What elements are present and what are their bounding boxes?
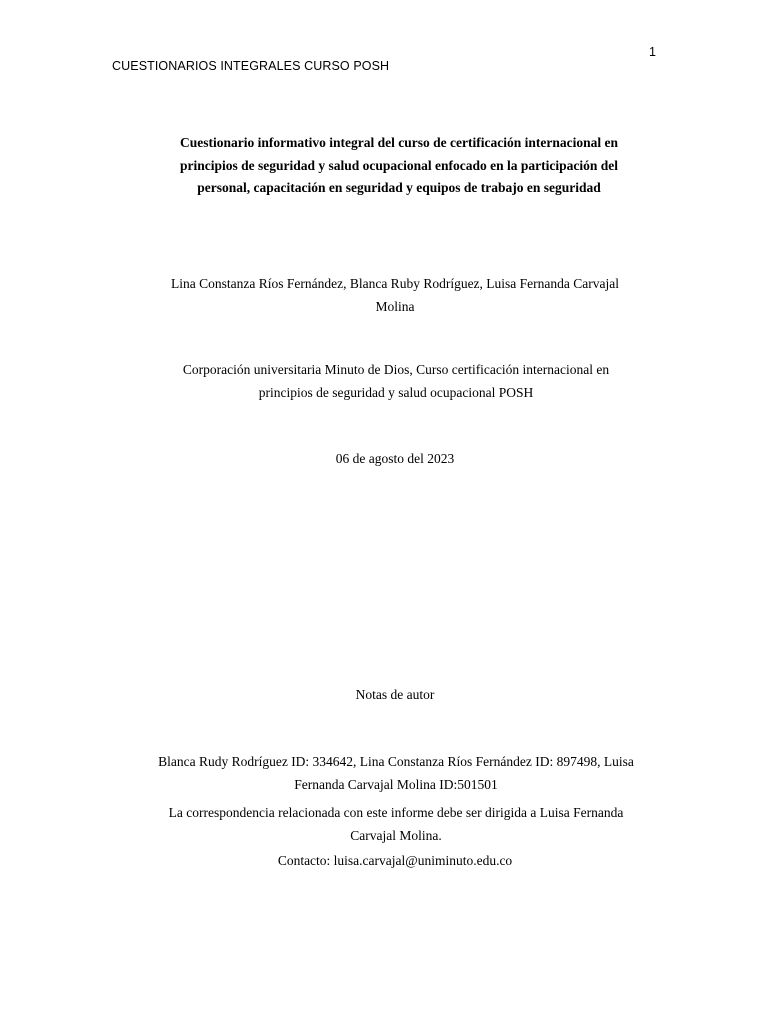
title-line: principios de seguridad y salud ocupacional enfocado en la participación del <box>179 157 619 173</box>
document-title <box>136 132 662 200</box>
title-line: Cuestionario informativo integral del curso de certificación internacional en <box>180 135 618 150</box>
author-names <box>126 273 664 318</box>
author-note-heading: Notas de autor <box>355 687 435 702</box>
page-number: 1 <box>649 45 656 59</box>
authors-line: Lina Constanza Ríos Fernández, Blanca Ruby Rodríguez, Luisa Fernanda Carvajal <box>171 276 619 291</box>
institutional-affiliation <box>134 359 658 404</box>
author-ids-line: Blanca Rudy Rodríguez ID: 334642, Lina Constanza Ríos Fernández ID: 897498, Luisa <box>158 754 634 769</box>
title-line: personal, capacitación en seguridad y equipos de trabajo en seguridad <box>197 180 601 195</box>
contact-email: Contacto: luisa.carvajal@uniminuto.edu.co <box>277 853 513 868</box>
authors-line: Molina <box>375 298 415 314</box>
affiliation-line: principios de seguridad y salud ocupacional POSH <box>258 384 534 400</box>
document-date: 06 de agosto del 2023 <box>335 451 455 466</box>
running-head: CUESTIONARIOS INTEGRALES CURSO POSH <box>112 59 390 73</box>
correspondence-line: La correspondencia relacionada con este informe debe ser dirigida a Luisa Fernanda <box>168 805 624 820</box>
author-ids-line: Fernanda Carvajal Molina ID:501501 <box>294 776 498 792</box>
author-ids <box>134 751 658 796</box>
affiliation-line: Corporación universitaria Minuto de Dios, Curso certificación internacional en <box>182 362 610 377</box>
correspondence-note <box>144 802 648 847</box>
correspondence-line: Carvajal Molina. <box>350 827 442 843</box>
